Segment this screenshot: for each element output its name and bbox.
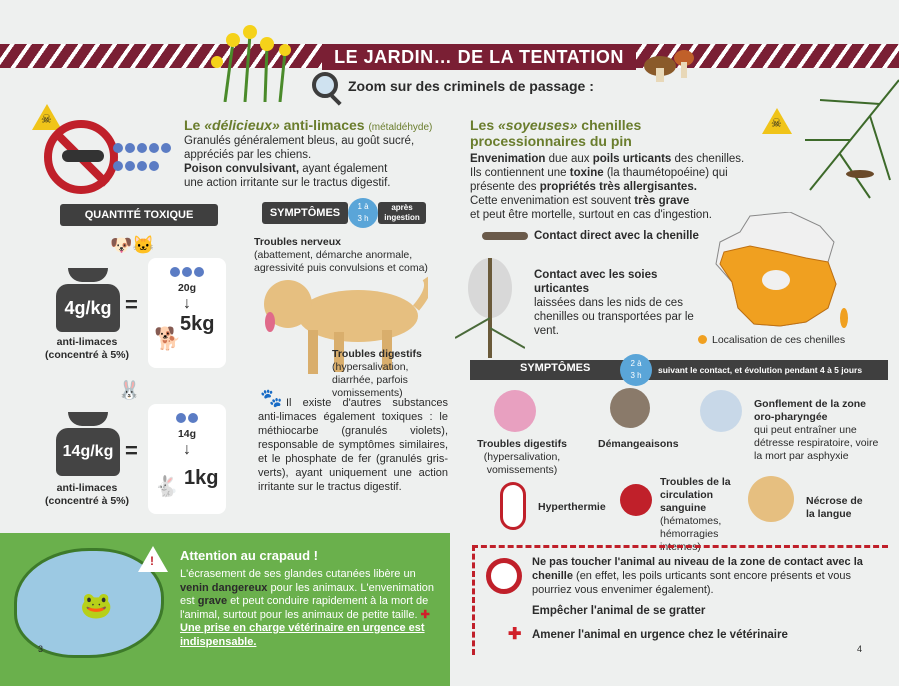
- dose-label-rabbit: anti-limaces (concentré à 5%): [44, 482, 130, 507]
- animal-weight: 5kg: [180, 313, 215, 335]
- dog-throat-icon: [700, 390, 742, 432]
- rabbit-weight: 1kg: [184, 467, 219, 489]
- dog-cat-silhouette-icon: 🐕: [154, 326, 182, 351]
- dose-box-rabbit: [148, 404, 226, 514]
- scale-dose-dog-cat: 4g/kg: [56, 284, 120, 332]
- dose-grams: 20g: [177, 282, 197, 294]
- caterpillar-heading: Les «soyeuses» chenilles processionnaires du pin: [470, 117, 642, 149]
- page-number-left: 3: [38, 644, 44, 654]
- toxic-quantity-pill: QUANTITÉ TOXIQUE: [60, 204, 218, 226]
- toad-text: L'écrasement de ses glandes cutanées libère un venin dangereux pour les animaux. L'envenimation est grave et peut conduire rapidement à la mort de l'animal, surtout pour les animaux de petite taille. ✚ Une prise en charge vétérinaire en urgence est indispensable.: [180, 568, 435, 648]
- warning-icon: !: [138, 546, 168, 572]
- circulation-troubles: Troubles de la circulation sanguine (hématomes, hémorragies internes): [660, 476, 731, 553]
- advice-no-touch: Ne pas toucher l'animal au niveau de la zone de contact avec la chenille (en effet, les poils urticants sont encore présents et vous pourriez vous envenimer également).: [532, 556, 863, 596]
- nest-illustration: [455, 248, 525, 358]
- flowers-illustration: [205, 22, 295, 102]
- timer-note-left: après ingestion: [378, 202, 426, 224]
- timer-badge-left: 1 à 3 h: [348, 198, 378, 228]
- page-title: LE JARDIN… DE LA TENTATION: [322, 44, 636, 70]
- magnifier-icon: [312, 72, 338, 98]
- equals-sign: =: [125, 292, 138, 317]
- tongue-necrosis: Nécrose de la langue: [806, 495, 863, 520]
- equals-sign-2: =: [125, 438, 138, 463]
- caterpillar-description: Envenimation due aux poils urticants des chenilles. Ils contiennent une toxine (la thaumétopoéine) qui présente des propriétés très allergisantes. Cette envenimation est souvent très grave et peut être mortelle, surtout en cas d'ingestion.: [470, 153, 745, 221]
- arrow-down-icon: ↓: [183, 295, 191, 312]
- dose-box-dog-cat: [148, 258, 226, 368]
- thermometer-icon: [500, 482, 526, 530]
- toad-title: Attention au crapaud !: [180, 548, 318, 563]
- digestive-symptoms-right: Troubles digestifs (hypersalivation, vomissements): [477, 438, 567, 476]
- dose-grams-rabbit: 14g: [177, 428, 197, 440]
- toad-icon: 🐸: [80, 590, 113, 620]
- contact-direct: Contact direct avec la chenille: [534, 230, 699, 242]
- nervous-symptoms: Troubles nerveux (abattement, démarche anormale, agressivité puis convulsions et coma): [254, 236, 428, 274]
- symptoms-pill-left: SYMPTÔMES: [262, 202, 348, 224]
- advice-no-scratch: Empêcher l'animal de se gratter: [532, 605, 706, 617]
- mushrooms-illustration: [640, 44, 700, 84]
- other-substances-text: Il existe d'autres substances anti-limaces également toxiques : le méthiocarbe (granulés violets), responsable de symptômes similaires, et le phosphate de fer (granulés gris-verts), ayant uniquement une action irritante sur le tractus digestif.: [258, 397, 448, 493]
- dose-label-dog-cat: anti-limaces (concentré à 5%): [44, 336, 130, 361]
- warning-skull-icon: ☠: [32, 104, 62, 130]
- no-touch-icon: [486, 558, 522, 594]
- dog-tongue-icon: [748, 476, 794, 522]
- oropharyngeal-swelling: Gonflement de la zone oro-pharyngée qui peut entraîner une détresse respiratoire, voire la mort par asphyxie: [754, 398, 879, 462]
- caterpillar-icon: [482, 232, 528, 240]
- page-number-right: 4: [857, 644, 863, 654]
- dog-cat-icon: 🐶🐱: [110, 235, 155, 255]
- legend-dot: [698, 335, 707, 344]
- subtitle: Zoom sur des criminels de passage :: [348, 78, 594, 94]
- france-map: [710, 212, 850, 332]
- itching: Démangeaisons: [598, 438, 679, 450]
- pellets-icon: [112, 140, 182, 176]
- scratching-cat-icon: [610, 388, 650, 428]
- blood-cells-icon: [620, 484, 652, 516]
- slug-icon: [62, 150, 104, 162]
- rabbit-silhouette-icon: 🐇: [154, 476, 179, 498]
- timer-note-right: suivant le contact, et évolution pendant 4 à 5 jours: [658, 365, 863, 375]
- warning-skull-icon-2: ☠: [762, 108, 792, 134]
- symptoms-pill-right: SYMPTÔMES: [520, 362, 591, 374]
- slug-pellets-heading: Le «délicieux» anti-limaces (métaldéhyde): [184, 117, 433, 133]
- scale-bowl-icon-2: [68, 412, 108, 426]
- rabbit-icon: 🐰: [118, 380, 141, 400]
- pine-branch-illustration: [800, 70, 899, 200]
- map-legend: Localisation de ces chenilles: [712, 334, 846, 346]
- scale-bowl-icon: [68, 268, 108, 282]
- slug-pellets-description: Granulés généralement bleus, au goût sucré, appréciés par les chiens. Poison convulsivant, ayant également une action irritante sur le tractus digestif.: [184, 135, 415, 189]
- hyperthermia: Hyperthermie: [538, 501, 606, 513]
- timer-badge-right: 2 à 3 h: [620, 354, 652, 386]
- arrow-down-icon-2: ↓: [183, 441, 191, 458]
- contact-hairs: Contact avec les soies urticantes laissées dans les nids de ces chenilles ou transportées par le vent.: [534, 269, 694, 337]
- scale-dose-rabbit: 14g/kg: [56, 428, 120, 476]
- advice-vet: Amener l'animal en urgence chez le vétérinaire: [532, 629, 788, 641]
- intestine-icon: [494, 390, 536, 432]
- digestive-symptoms: Troubles digestifs (hypersalivation, diarrhée, parfois vomissements): [332, 348, 422, 399]
- red-cross-icon: ✚: [508, 626, 522, 643]
- paw-icon: 🐾: [260, 388, 283, 408]
